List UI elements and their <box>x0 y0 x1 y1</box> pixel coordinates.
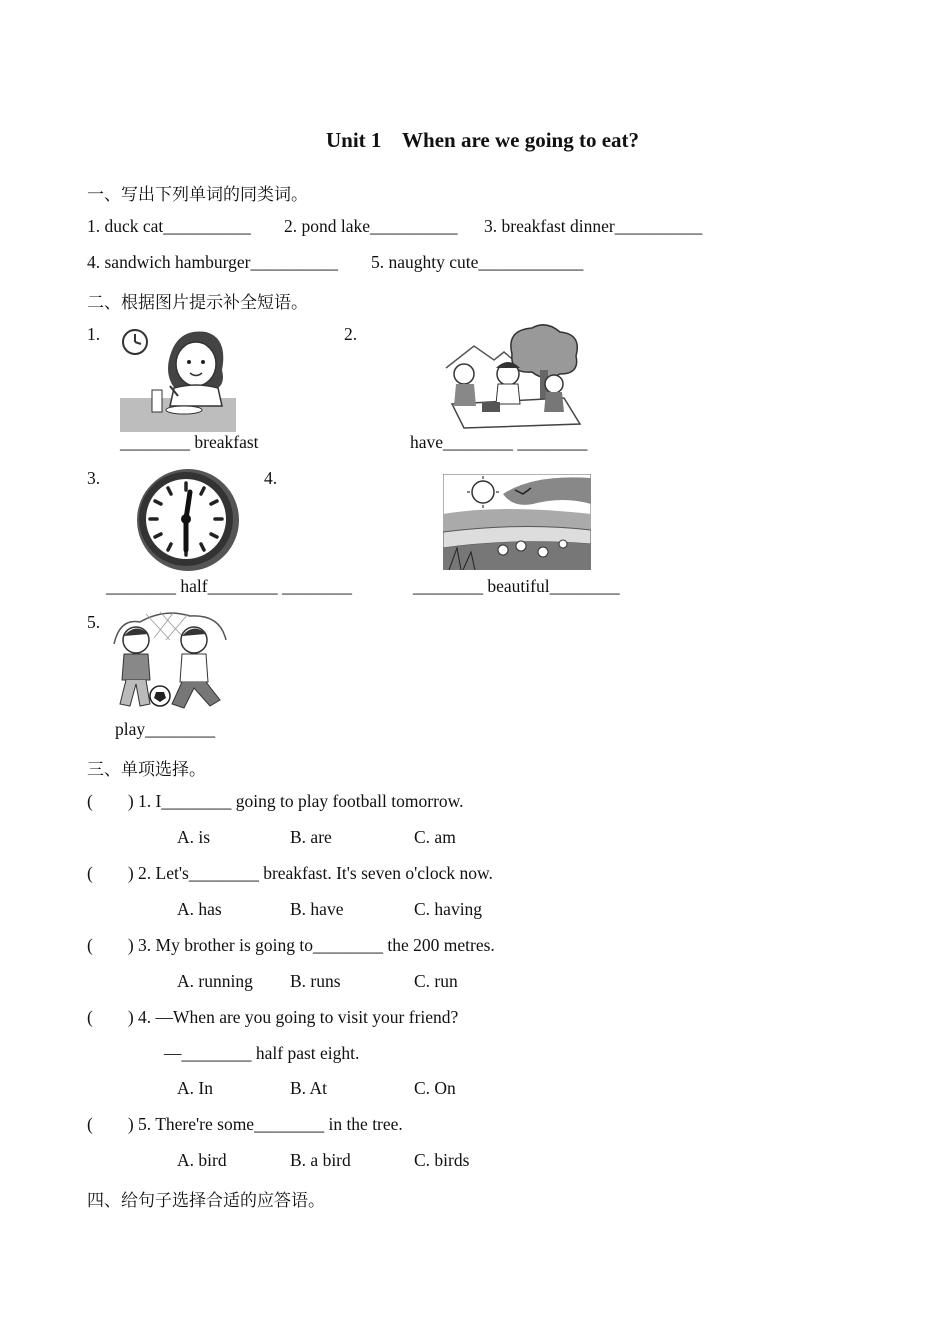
s3-q4-option-a: A. In <box>177 1078 213 1098</box>
s2-num-1: 1. <box>87 324 101 344</box>
s3-question-3: ( ) 3. My brother is going to________ the 200 metres. <box>87 935 495 955</box>
s2-num-3: 3. <box>87 468 101 488</box>
landscape-icon <box>443 474 591 570</box>
s2-num-5: 5. <box>87 612 101 632</box>
s3-q4-option-b: B. At <box>290 1078 327 1098</box>
s2-num-4: 4. <box>264 468 278 488</box>
clock-icon <box>132 466 242 574</box>
s3-q2-option-a: A. has <box>177 899 222 919</box>
s1-item-3: 3. breakfast dinner__________ <box>484 216 703 236</box>
section1-heading: 一、写出下列单词的同类词。 <box>87 185 308 205</box>
boys-playing-football-icon <box>110 610 230 716</box>
s2-text-5: play________ <box>115 719 216 739</box>
s3-question-5: ( ) 5. There're some________ in the tree. <box>87 1114 403 1134</box>
s1-item-5: 5. naughty cute____________ <box>371 252 584 272</box>
s3-q5-option-a: A. bird <box>177 1150 227 1170</box>
s3-q3-option-c: C. run <box>414 971 458 991</box>
s2-num-2: 2. <box>344 324 358 344</box>
s3-question-4-reply: —________ half past eight. <box>164 1043 360 1063</box>
s2-text-1: ________ breakfast <box>120 432 259 452</box>
s2-text-2: have________ ________ <box>410 432 588 452</box>
girl-eating-breakfast-icon <box>118 326 238 434</box>
s3-question-2: ( ) 2. Let's________ breakfast. It's seven o'clock now. <box>87 863 493 883</box>
s3-question-1: ( ) 1. I________ going to play football tomorrow. <box>87 791 464 811</box>
s3-q2-option-c: C. having <box>414 899 483 919</box>
page-title: Unit 1 When are we going to eat? <box>326 128 640 152</box>
s3-q3-option-a: A. running <box>177 971 253 991</box>
s3-question-4: ( ) 4. —When are you going to visit your friend? <box>87 1007 459 1027</box>
s1-item-2: 2. pond lake__________ <box>284 216 458 236</box>
s3-q3-option-b: B. runs <box>290 971 341 991</box>
s3-q5-option-b: B. a bird <box>290 1150 351 1170</box>
s3-q5-option-c: C. birds <box>414 1150 470 1170</box>
section2-heading: 二、根据图片提示补全短语。 <box>87 293 308 313</box>
s3-q4-option-c: C. On <box>414 1078 456 1098</box>
s3-q1-option-a: A. is <box>177 827 211 847</box>
s3-q2-option-b: B. have <box>290 899 344 919</box>
section4-heading: 四、给句子选择合适的应答语。 <box>87 1191 325 1211</box>
s2-text-3: ________ half________ ________ <box>106 576 352 596</box>
s3-q1-option-c: C. am <box>414 827 456 847</box>
s3-q1-option-b: B. are <box>290 827 332 847</box>
s1-item-4: 4. sandwich hamburger__________ <box>87 252 338 272</box>
s1-item-1: 1. duck cat__________ <box>87 216 251 236</box>
picnic-icon <box>444 324 584 432</box>
section3-heading: 三、单项选择。 <box>87 760 206 780</box>
s2-text-4: ________ beautiful________ <box>413 576 620 596</box>
